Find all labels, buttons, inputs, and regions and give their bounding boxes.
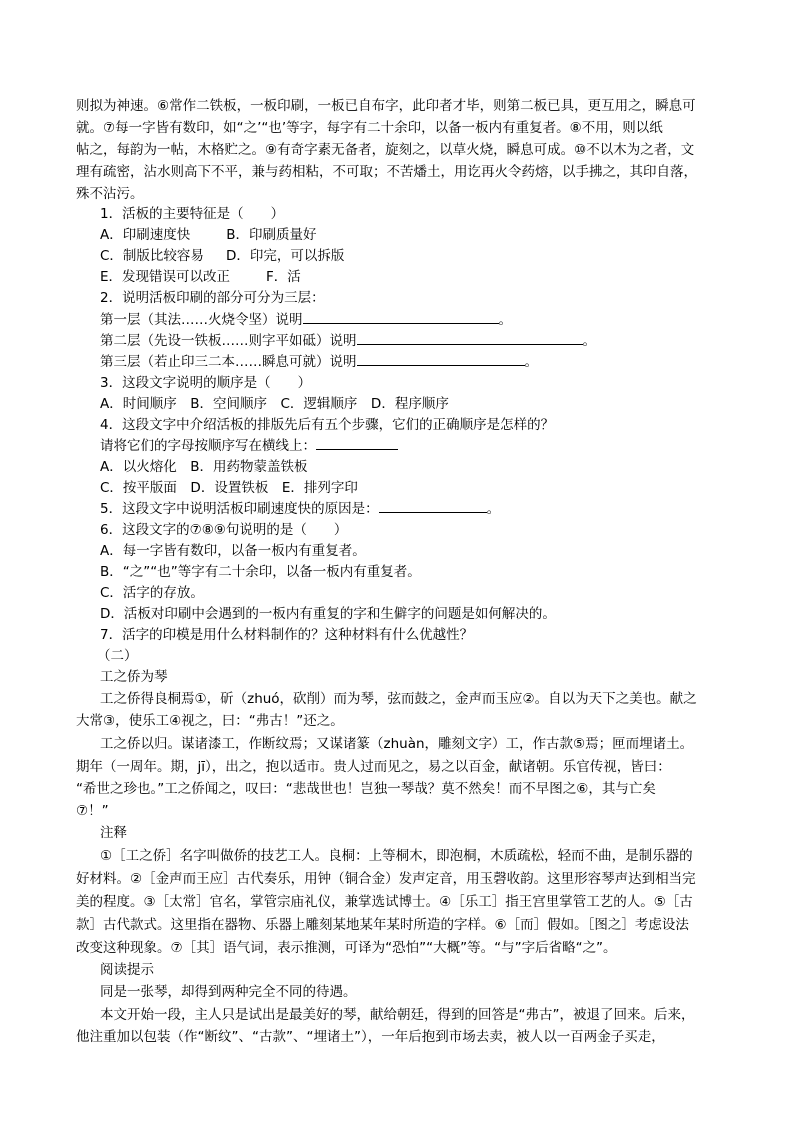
question-4-options-ab: A．以火熔化 B．用药物蒙盖铁板 xyxy=(100,459,308,475)
q6-option-d: D．活板对印刷中会遇到的一板内有重复的字和生僻字的问题是如何解决的。 xyxy=(100,606,556,622)
period: 。 xyxy=(524,354,538,370)
question-4-stem: 4．这段文字中介绍活板的排版先后有五个步骤，它们的正确顺序是怎样的？ xyxy=(100,417,555,433)
answer-blank[interactable] xyxy=(357,351,525,366)
story-line: 工之侨以归。谋诸漆工，作断纹焉；又谋诸篆（zhuàn，雕刻文字）工，作古款⑤焉；匣而埋诸土。 xyxy=(100,736,694,752)
q5-stem-text: 5．这段文字中说明活板印刷速度快的原因是： xyxy=(100,501,379,517)
note-line: 美的程度。③［太常］官名，掌管宗庙礼仪，兼掌选试博士。④［乐工］指王宫里掌管工艺的人。⑤［古 xyxy=(76,894,693,910)
q1-option-b: B．印刷质量好 xyxy=(226,227,317,243)
q1-option-d: D．印完，可以拆版 xyxy=(225,248,345,264)
passage-line: 帖之，每韵为一帖，木格贮之。⑨有奇字素无备者，旋刻之，以草火烧，瞬息可成。⑩不以木为之者，文 xyxy=(76,142,695,158)
question-2-layer-3 xyxy=(100,351,538,373)
question-2-layer-2 xyxy=(100,330,596,352)
question-1-options-ab xyxy=(100,224,317,246)
question-2-stem: 2．说明活板印刷的部分可分为三层： xyxy=(100,290,325,306)
passage-line: 殊不沾污。 xyxy=(76,186,144,202)
section-title: 工之侨为琴 xyxy=(100,669,168,685)
tips-line: 他注重加以包装（作“断纹”、“古款”、“埋诸土”），一年后抱到市场去卖，被人以一百两金子买走， xyxy=(76,1029,665,1045)
period: 。 xyxy=(582,333,596,349)
question-1-options-cd xyxy=(100,245,344,267)
story-line: 期年（一周年。期，jī），出之，抱以适市。贵人过而见之，易之以百金，献诸朝。乐官传视，皆曰： xyxy=(76,759,671,775)
period: 。 xyxy=(486,501,501,517)
answer-blank[interactable] xyxy=(357,330,583,345)
passage-line: 就。⑦每一字皆有数印，如“之’“也’等字，每字有二十余印，以备一板内有重复者。⑧不用，则以纸 xyxy=(76,120,663,136)
period: 。 xyxy=(498,312,512,328)
layer-3-label: 第三层（若止印三二本……瞬息可就）说明 xyxy=(100,354,357,370)
passage-line: 则拟为神速。⑥常作二铁板，一板印刷，一板已自布字，此印者才毕，则第二板已具，更互用之，瞬息可 xyxy=(76,98,696,114)
q6-option-b: B．“之”“也”等字有二十余印，以备一板内有重复者。 xyxy=(100,564,421,580)
story-line: 大常③，使乐工④视之，曰：“弗古！”还之。 xyxy=(76,713,344,729)
note-line: 改变这种现象。⑦［其］语气词，表示推测，可译为“恐怕”“大概”等。“与”字后省略“之”。 xyxy=(76,940,617,956)
story-line: 工之侨得良桐焉①，斫（zhuó，砍削）而为琴，弦而鼓之，金声而玉应②。自以为天下之美也。献之 xyxy=(100,691,697,707)
answer-blank[interactable] xyxy=(303,309,499,324)
question-6-stem: 6．这段文字的⑦⑧⑨句说明的是（ ） xyxy=(100,522,348,538)
note-line: 好材料。②［金声而王应］古代奏乐，用钟（铜合金）发声定音，用玉磬收韵。这里形容琴声达到相当完 xyxy=(76,871,696,887)
question-2-layer-1 xyxy=(100,309,512,331)
section-number: （二） xyxy=(97,648,138,664)
answer-blank[interactable] xyxy=(379,498,487,513)
layer-2-label: 第二层（先设一铁板……则字平如砥）说明 xyxy=(100,333,357,349)
passage-line: 理有疏密，沾水则高下不平，兼与药相粘，不可取；不苦燔土，用讫再火令药熔，以手拂之，其印自落， xyxy=(76,164,697,180)
answer-blank[interactable] xyxy=(316,435,398,450)
question-4-options-cde: C．按平版面 D．设置铁板 E．排列字印 xyxy=(100,480,358,496)
note-line: 款］古代款式。这里指在器物、乐器上雕刻某地某年某时所造的字样。⑥［而］假如。［图之］考虑设法 xyxy=(76,917,689,933)
q6-option-a: A．每一字皆有数印，以备一板内有重复者。 xyxy=(100,543,366,559)
question-1-stem: 1．活板的主要特征是（ ） xyxy=(100,206,285,222)
q1-option-c: C．制版比较容易 xyxy=(100,248,204,264)
question-1-options-ef xyxy=(100,266,301,288)
tips-heading: 阅读提示 xyxy=(100,962,154,978)
tips-line: 本文开始一段，主人只是试出是最美好的琴，献给朝廷，得到的回答是“弗古”，被退了回来。后来， xyxy=(100,1007,695,1023)
layer-1-label: 第一层（其法……火烧令坚）说明 xyxy=(100,312,303,328)
notes-heading: 注释 xyxy=(100,825,127,841)
note-line: ①［工之侨］名字叫做侨的技艺工人。良桐：上等桐木，即泡桐，木质疏松，轻而不曲，是制乐器的 xyxy=(100,848,693,864)
question-4-instruction xyxy=(100,435,398,457)
q1-option-e: E．发现错误可以改正 xyxy=(100,269,231,285)
q1-option-a: A．印刷速度快 xyxy=(100,227,191,243)
story-line: ⑦！” xyxy=(76,803,109,819)
question-3-stem: 3．这段文字说明的顺序是（ ） xyxy=(100,375,312,391)
question-3-options: A．时间顺序 B．空间顺序 C．逻辑顺序 D．程序顺序 xyxy=(100,396,449,412)
question-5 xyxy=(100,498,500,520)
question-7-stem: 7．活字的印模是用什么材料制作的？这种材料有什么优越性？ xyxy=(100,627,474,643)
q4-instruction-text: 请将它们的字母按顺序写在横线上： xyxy=(100,438,316,454)
q1-option-f: F．活 xyxy=(266,269,301,285)
tips-line: 同是一张琴，却得到两种完全不同的待遇。 xyxy=(100,984,357,1000)
q6-option-c: C．活字的存放。 xyxy=(100,585,204,601)
story-line: “希世之珍也。”工之侨闻之，叹曰：“悲哉世也！岂独一琴哉？莫不然矣！而不早图之⑥，其与亡矣 xyxy=(76,781,656,797)
